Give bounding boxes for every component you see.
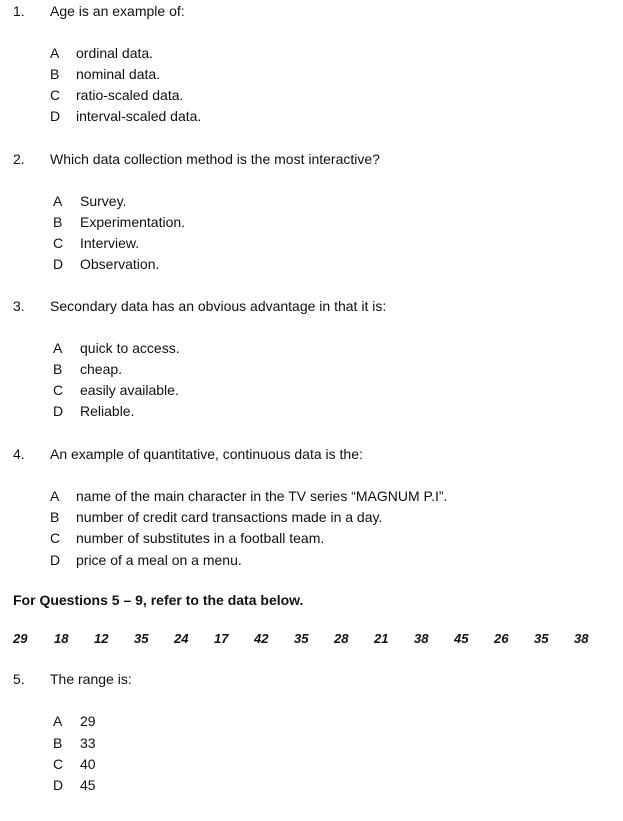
data-value: 38 xyxy=(574,631,589,646)
option-text: ordinal data. xyxy=(76,45,154,61)
option-text: nominal data. xyxy=(76,66,161,82)
option-text: Reliable. xyxy=(80,403,135,419)
question-number: 5. xyxy=(13,671,25,687)
option-letter: C xyxy=(53,756,64,772)
option-letter: A xyxy=(53,193,63,209)
option-letter: A xyxy=(53,713,63,729)
data-value: 29 xyxy=(13,631,28,646)
option-text: Observation. xyxy=(80,256,160,272)
option-text: 33 xyxy=(80,735,96,751)
question-number: 1. xyxy=(13,3,25,19)
section-heading: For Questions 5 – 9, refer to the data below. xyxy=(13,592,304,608)
data-value: 26 xyxy=(494,631,509,646)
option-text: number of credit card transactions made in a day. xyxy=(76,509,383,525)
option-letter: D xyxy=(50,108,61,124)
question-text: Age is an example of: xyxy=(50,3,185,19)
question-number: 2. xyxy=(13,151,25,167)
data-value: 12 xyxy=(94,631,109,646)
option-letter: B xyxy=(53,735,63,751)
data-value: 45 xyxy=(454,631,469,646)
data-value: 35 xyxy=(534,631,549,646)
option-text: name of the main character in the TV series “MAGNUM P.I”. xyxy=(76,488,448,504)
data-value: 18 xyxy=(54,631,69,646)
data-value: 42 xyxy=(254,631,269,646)
question-number: 3. xyxy=(13,298,25,314)
option-letter: C xyxy=(50,530,61,546)
option-text: 40 xyxy=(80,756,96,772)
option-text: interval-scaled data. xyxy=(76,108,202,124)
data-value: 35 xyxy=(294,631,309,646)
option-letter: D xyxy=(53,403,64,419)
question-text: The range is: xyxy=(50,671,132,687)
question-text: An example of quantitative, continuous data is the: xyxy=(50,446,363,462)
option-text: 45 xyxy=(80,777,96,793)
option-text: price of a meal on a menu. xyxy=(76,552,242,568)
option-text: Survey. xyxy=(80,193,127,209)
option-letter: D xyxy=(53,256,64,272)
data-value: 35 xyxy=(134,631,149,646)
option-text: Experimentation. xyxy=(80,214,186,230)
option-letter: C xyxy=(53,382,64,398)
option-letter: C xyxy=(53,235,64,251)
option-letter: C xyxy=(50,87,61,103)
data-value: 38 xyxy=(414,631,429,646)
option-letter: A xyxy=(50,488,60,504)
option-text: number of substitutes in a football team. xyxy=(76,530,325,546)
question-number: 4. xyxy=(13,446,25,462)
data-value: 21 xyxy=(374,631,389,646)
option-letter: A xyxy=(53,340,63,356)
option-letter: D xyxy=(50,552,61,568)
option-text: quick to access. xyxy=(80,340,180,356)
option-letter: B xyxy=(53,361,63,377)
option-text: Interview. xyxy=(80,235,140,251)
data-value: 17 xyxy=(214,631,229,646)
option-letter: B xyxy=(50,66,60,82)
option-text: ratio-scaled data. xyxy=(76,87,184,103)
option-letter: B xyxy=(53,214,63,230)
option-text: easily available. xyxy=(80,382,179,398)
data-value: 28 xyxy=(334,631,349,646)
question-text: Secondary data has an obvious advantage in that it is: xyxy=(50,298,387,314)
option-text: 29 xyxy=(80,713,96,729)
option-letter: B xyxy=(50,509,60,525)
data-value: 24 xyxy=(174,631,189,646)
option-text: cheap. xyxy=(80,361,123,377)
question-text: Which data collection method is the most interactive? xyxy=(50,151,380,167)
option-letter: A xyxy=(50,45,60,61)
option-letter: D xyxy=(53,777,64,793)
